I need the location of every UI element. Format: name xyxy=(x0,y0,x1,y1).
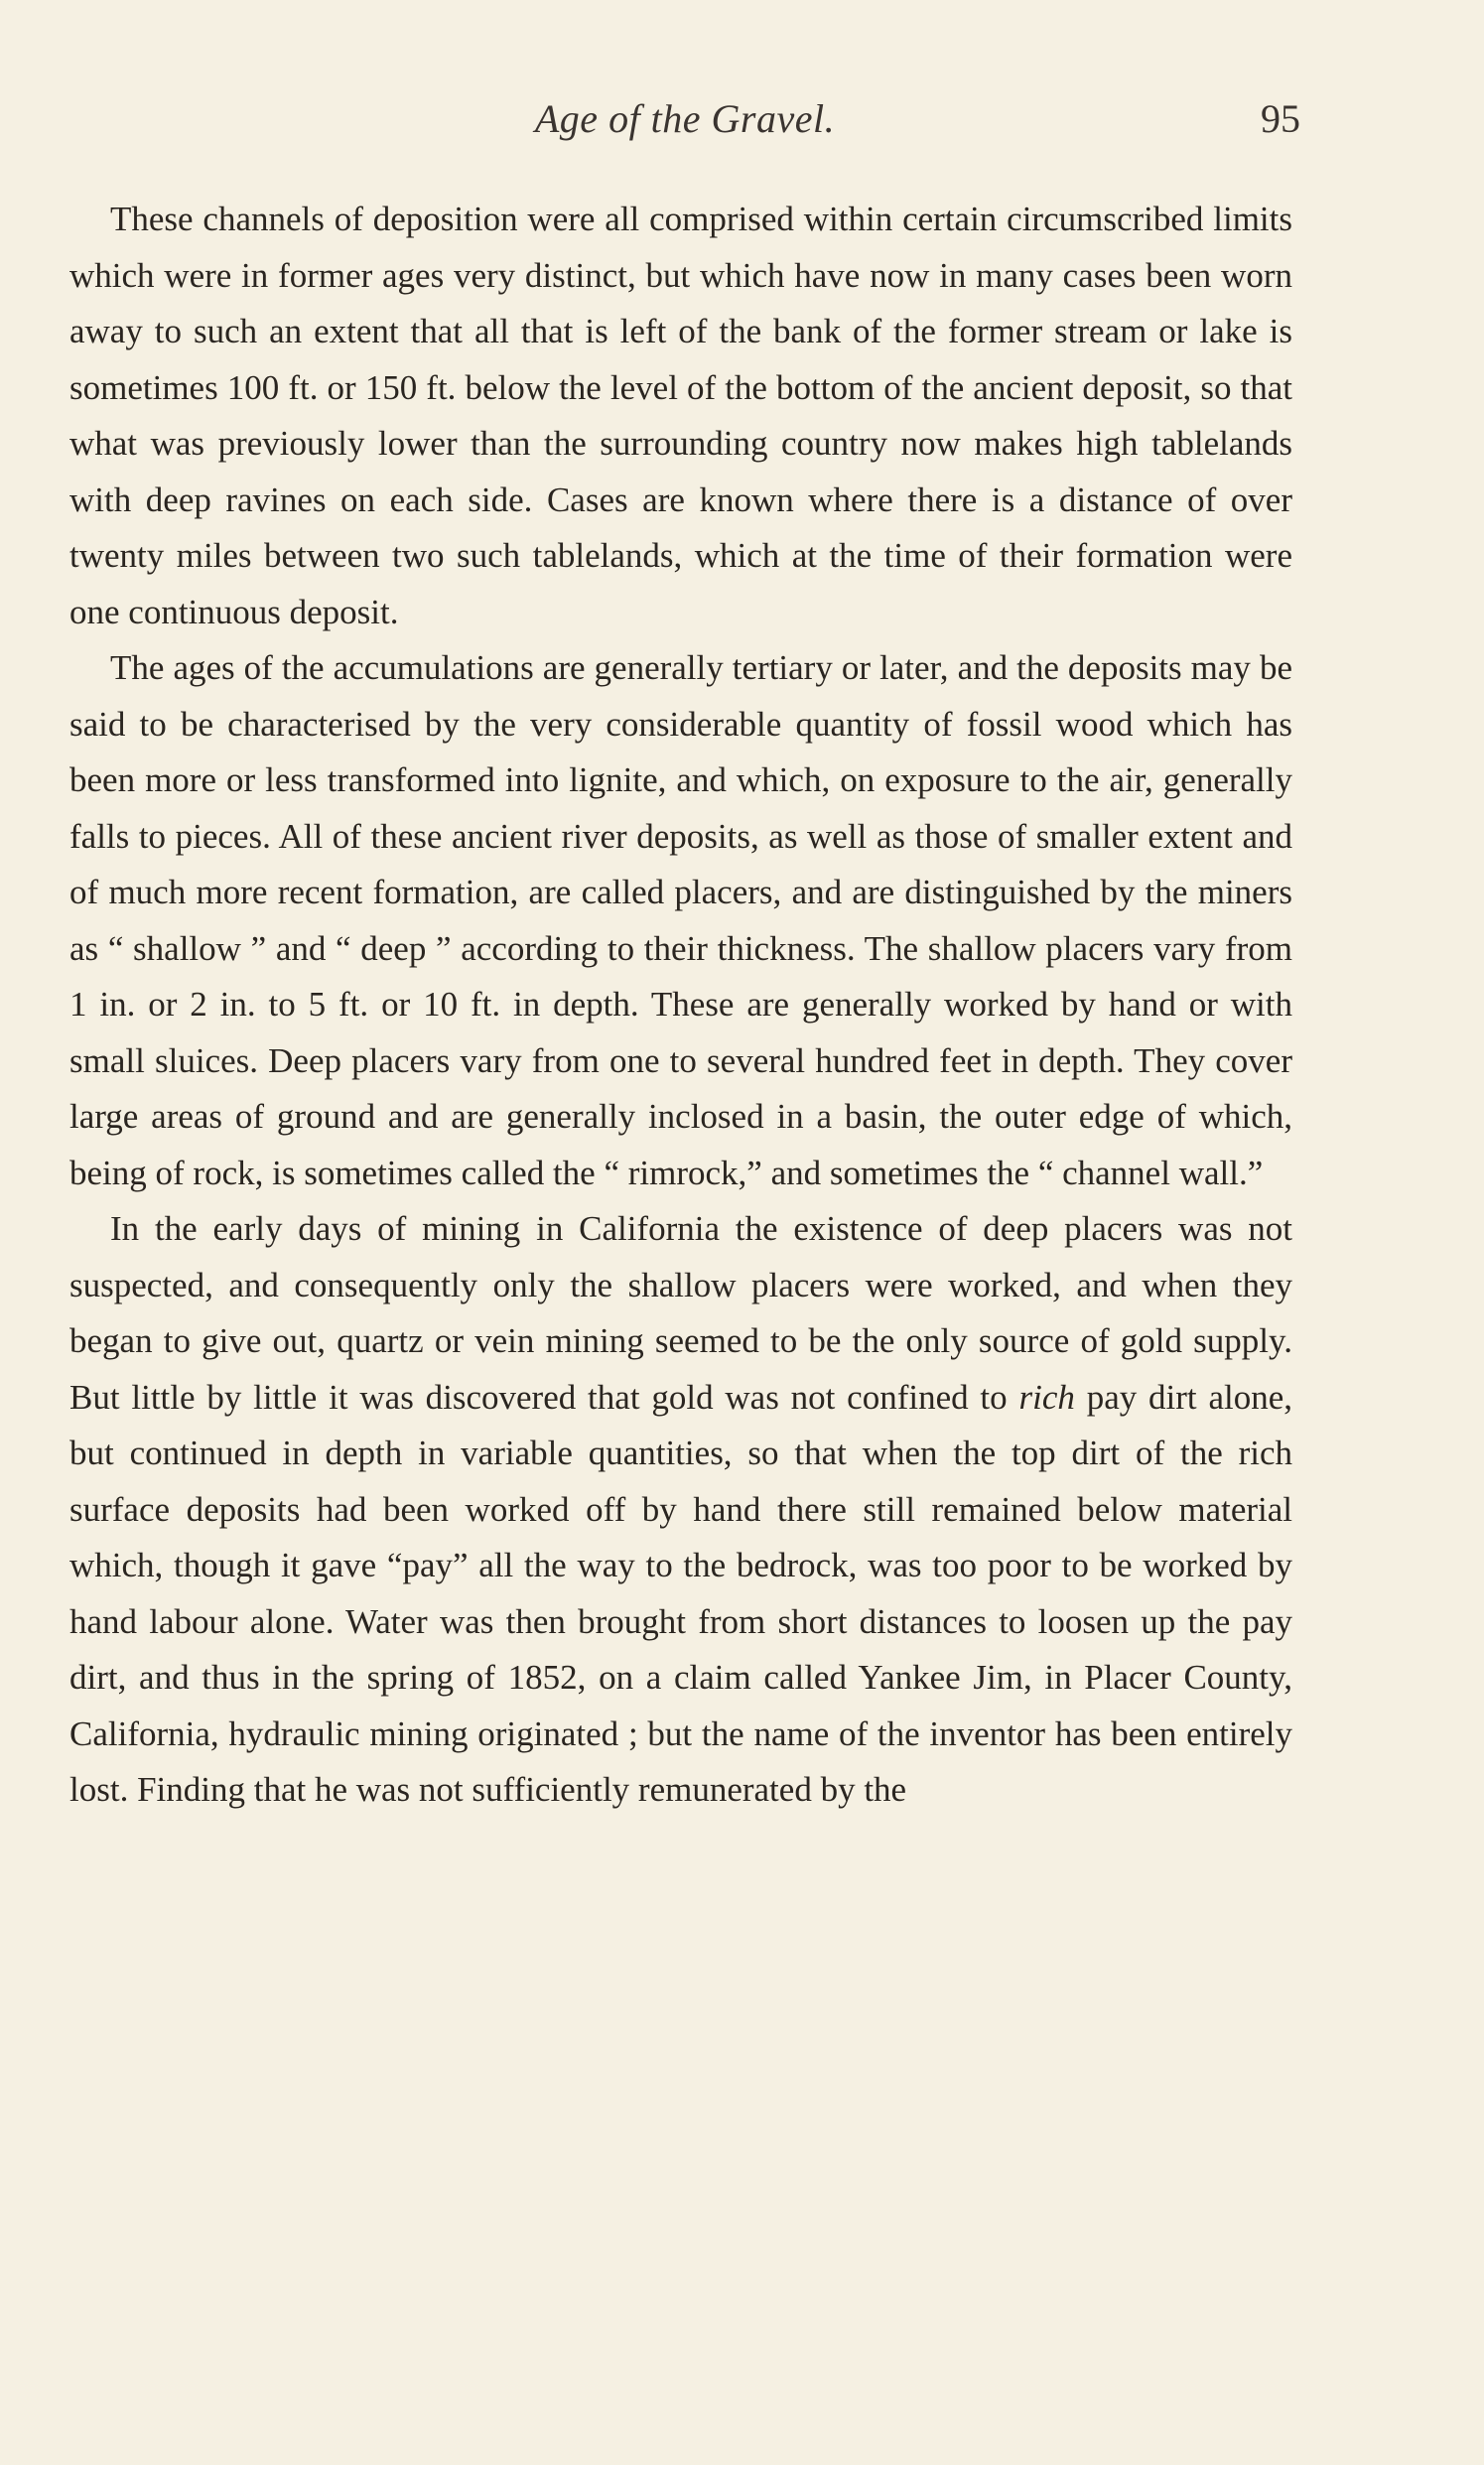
paragraph-3-part-1: In the early days of mining in California the existence of deep placers was not suspected, and consequently only the shallow placers were worked, and when they began to give out, quartz or vein mining seemed to be the only source of gold supply. But little by little it was discovered that gold was not confined to xyxy=(69,1209,1292,1417)
paragraph-2: The ages of the accumulations are generally tertiary or later, and the deposits may be said to be characterised by the very considerable quantity of fossil wood which has been more or less transformed into lignite, and which, on exposure to the air, generally falls to pieces. All of these ancient river deposits, as well as those of smaller extent and of much more recent formation, are called placers, and are distinguished by the miners as “ shallow ” and “ deep ” according to their thickness. The shallow placers vary from 1 in. or 2 in. to 5 ft. or 10 ft. in depth. These are generally worked by hand or with small sluices. Deep placers vary from one to several hundred feet in depth. They cover large areas of ground and are generally inclosed in a basin, the outer edge of which, being of rock, is sometimes called the “ rimrock,” and sometimes the “ channel wall.” xyxy=(69,648,1292,1192)
paragraph-3 xyxy=(69,1201,1292,1819)
paragraph-1: These channels of deposition were all comprised within certain circumscribed limits which were in former ages very distinct, but which have now in many cases been worn away to such an extent that all that is left of the bank of the former stream or lake is sometimes 100 ft. or 150 ft. below the level of the bottom of the ancient deposit, so that what was previously lower than the surrounding country now makes high tablelands with deep ravines on each side. Cases are known where there is a distance of over twenty miles between two such tablelands, which at the time of their formation were one continuous deposit. xyxy=(69,200,1292,631)
page-number: 95 xyxy=(1261,96,1300,141)
body-text xyxy=(69,192,1292,1819)
running-title: Age of the Gravel. xyxy=(534,96,836,141)
italic-word-rich: rich xyxy=(1018,1377,1075,1417)
running-head xyxy=(69,95,1300,155)
paragraph-3-part-2: pay dirt alone, but continued in depth in variable quantities, so that when the top dirt of the rich surface deposits had been worked off by hand there still remained below material which, though it gave “pay” all the way to the bedrock, was too poor to be worked by hand labour alone. Water was then brought from short distances to loosen up the pay dirt, and thus in the spring of 1852, on a claim called Yankee Jim, in Placer County, California, hydraulic mining originated ; but the name of the inventor has been entirely lost. Finding that he was not sufficiently remunerated by the xyxy=(69,1377,1292,1809)
